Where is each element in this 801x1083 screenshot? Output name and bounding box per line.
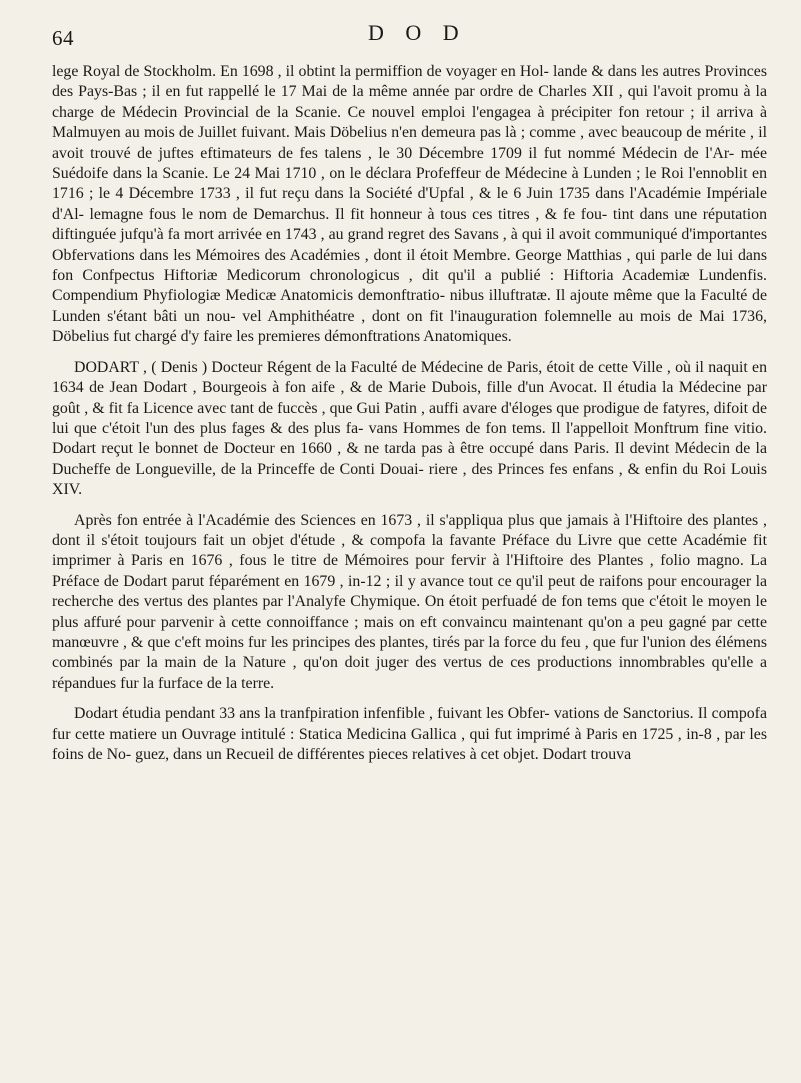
header-title: D O D bbox=[368, 20, 467, 45]
paragraph-academy-plants: Après fon entrée à l'Académie des Sciences en 1673 , il s'appliqua plus que jamais à l'Hiftoire des plantes , dont il s'étoit toujours fait un objet d'étude , & compofa la favante Préface du Livre que cette Académie fit imprimer à Paris en 1676 , fous le titre de Mémoires pour fervir à l'Hiftoire des Plantes , folio magno. La Préface de Dodart parut féparément en 1679 , in-12 ; il y avance tout ce qu'il peut de raifons pour encourager la recherche des vertus des plantes par l'Analyfe Chymique. On étoit perfuadé de fon tems que c'étoit le moyen le plus affuré pour parvenir à cette connoiffance ; mais on eft convaincu maintenant qu'on a peu gagné par cette manœuvre , & que c'eft moins fur les principes des plantes, tirés par la force du feu , que fur l'union des élémens combinés par la main de la Nature , qu'on doit juger des vertus de ces productions innombrables qu'elle a répandues fur la furface de la terre. bbox=[52, 511, 767, 692]
paragraph-dobelius-continued: lege Royal de Stockholm. En 1698 , il obtint la permiffion de voyager en Hol- lande & dans les autres Provinces des Pays-Bas ; il en fut rappellé le 17 Mai de la même année par ordre de Charles XII , qui l'avoit promu à la charge de Médecin Provincial de la Scanie. Ce nouvel emploi l'engagea à précipiter fon retour ; il arriva à Malmuyen au mois de Juillet fuivant. Mais Döbelius n'en demeura pas là ; comme , avec beaucoup de mérite , il avoit trouvé de juftes eftimateurs de fes talens , le 30 Décembre 1709 il fut nommé Médecin de l'Ar- mée Suédoife dans la Scanie. Le 24 Mai 1710 , on le déclara Profeffeur de Médecine à Lunden ; le Roi l'ennoblit en 1716 ; le 4 Décembre 1733 , il fut reçu dans la Société d'Upfal , & le 6 Juin 1735 dans l'Académie Impériale d'Al- lemagne fous le nom de Demarchus. Il fit honneur à tous ces titres , & fe fou- tint dans une réputation diftinguée jufqu'à fa mort arrivée en 1743 , au grand regret des Savans , à qui il avoit communiqué d'importantes Obfervations dans les Mémoires des Académies , dont il étoit Membre. George Matthias , qui parle de lui dans fon Confpectus Hiftoriæ Medicorum chronologicus , dit qu'il a publié : Hiftoria Academiæ Lundenfis. Compendium Phyfiologiæ Medicæ Anatomicis demonftratio- nibus illuftratæ. Il ajoute même que la Faculté de Lunden s'étant bâti un nou- vel Amphithéatre , dont on fit l'inauguration folemnelle au mois de Mai 1736, Döbelius fut chargé d'y faire les premieres démonftrations Anatomiques. bbox=[52, 63, 767, 346]
body-text bbox=[52, 62, 767, 765]
page-number: 64 bbox=[52, 26, 74, 50]
paragraph-transpiration: Dodart étudia pendant 33 ans la tranfpiration infenfible , fuivant les Obfer- vations de Sanctorius. Il compofa fur cette matiere un Ouvrage intitulé : Statica Medicina Gallica , qui fut imprimé à Paris en 1725 , in-8 , par les foins de No- guez, dans un Recueil de différentes pieces relatives à cet objet. Dodart trouva bbox=[52, 705, 767, 763]
running-head bbox=[52, 14, 767, 54]
paragraph-dodart-entry: DODART , ( Denis ) Docteur Régent de la Faculté de Médecine de Paris, étoit de cette Ville , où il naquit en 1634 de Jean Dodart , Bourgeois à fon aife , & de Marie Dubois, fille d'un Avocat. Il étudia la Médecine par goût , & fit fa Licence avec tant de fuccès , que Gui Patin , auffi avare d'éloges que prodigue de fatyres, difoit de lui que c'étoit l'un des plus fages & des plus fa- vans Hommes de fon tems. Il l'appelloit Monftrum fine vitio. Dodart reçut le bonnet de Docteur en 1660 , & ne tarda pas à être occupé dans Paris. Il devint Médecin de la Ducheffe de Longueville, de la Princeffe de Conti Douai- riere , des Princes fes enfans , & enfin du Roi Louis XIV. bbox=[52, 358, 767, 499]
